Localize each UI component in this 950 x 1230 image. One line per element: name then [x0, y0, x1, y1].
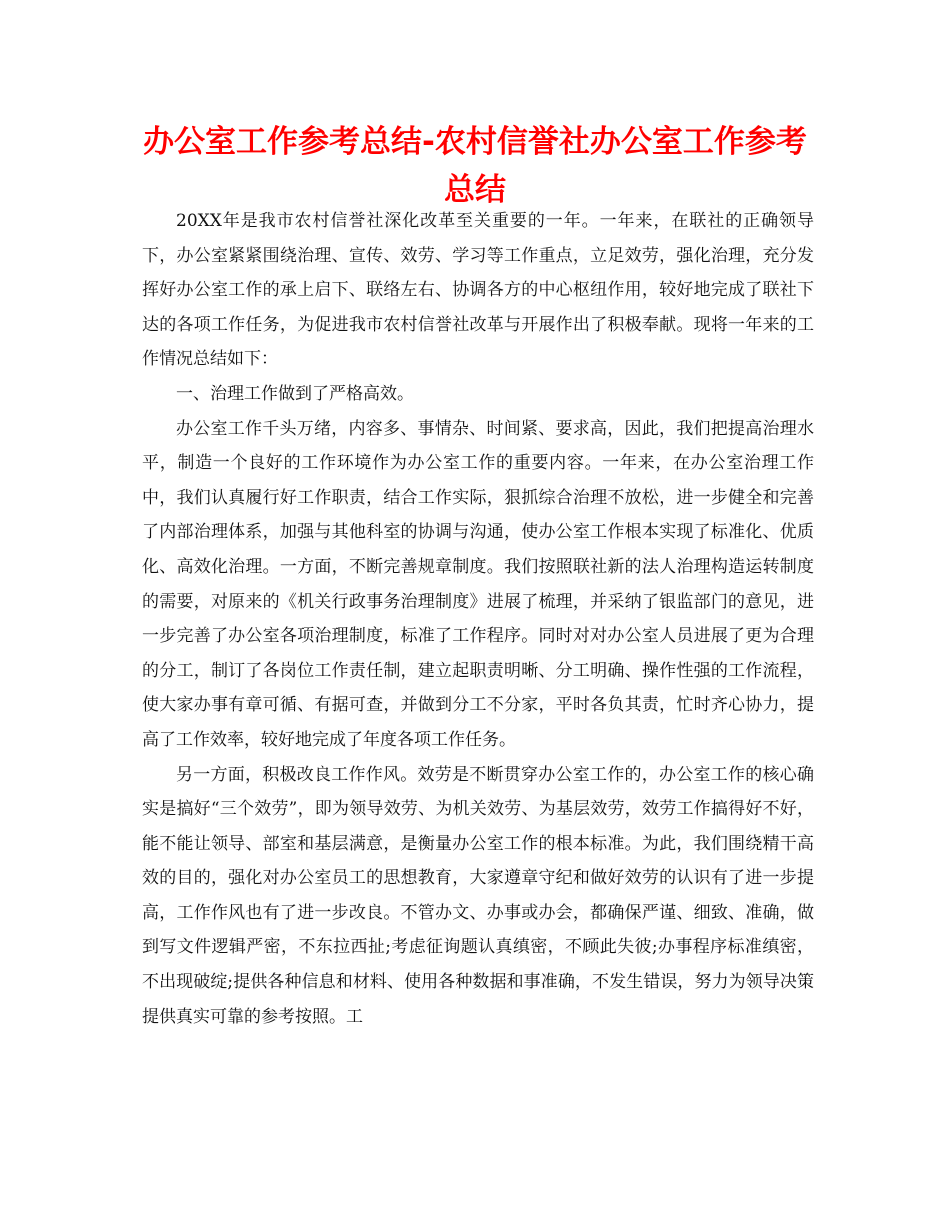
- paragraph-management: 办公室工作千头万绪，内容多、事情杂、时间紧、要求高，因此，我们把提高治理水平，制造一个良好的工作环境作为办公室工作的重要内容。一年来，在办公室治理工作中，我们认真履行好工作职责，结合工作实际，狠抓综合治理不放松，进一步健全和完善了内部治理体系，加强与其他科室的协调与沟通，使办公室工作根本实现了标准化、优质化、高效化治理。一方面，不断完善规章制度。我们按照联社新的法人治理构造运转制度的需要，对原来的《机关行政事务治理制度》进展了梳理，并采纳了银监部门的意见，进一步完善了办公室各项治理制度，标准了工作程序。同时对对办公室人员进展了更为合理的分工，制订了各岗位工作责任制，建立起职责明晰、分工明确、操作性强的工作流程，使大家办事有章可循、有据可查，并做到分工不分家，平时各负其责，忙时齐心协力，提高了工作效率，较好地完成了年度各项工作任务。: [142, 418, 814, 750]
- paragraph-work-style: 另一方面，积极改良工作作风。效劳是不断贯穿办公室工作的，办公室工作的核心确实是搞好“三个效劳”，即为领导效劳、为机关效劳、为基层效劳，效劳工作搞得好不好，能不能让领导、部室和基层满意，是衡量办公室工作的根本标准。为此，我们围绕精干高效的目的，强化对办公室员工的思想教育，大家遵章守纪和做好效劳的认识有了进一步提高，工作作风也有了进一步改良。不管办文、办事或办会，都确保严谨、细致、准确，做到写文件逻辑严密，不东拉西扯;考虑征询题认真缜密，不顾此失彼;办事程序标准缜密，不出现破绽;提供各种信息和材料、使用各种数据和事准确，不发生错误，努力为领导决策提供真实可靠的参考按照。工: [142, 764, 814, 1027]
- document-body: [142, 204, 814, 1034]
- paragraph-intro: 20XX年是我市农村信誉社深化改革至关重要的一年。一年来，在联社的正确领导下，办公室紧紧围绕治理、宣传、效劳、学习等工作重点，立足效劳，强化治理，充分发挥好办公室工作的承上启下、联络左右、协调各方的中心枢纽作用，较好地完成了联社下达的各项工作任务，为促进我市农村信誉社改革与开展作出了积极奉献。现将一年来的工作情况总结如下：: [142, 211, 814, 370]
- section-heading-1: 一、治理工作做到了严格高效。: [176, 383, 414, 404]
- document-title: 办公室工作参考总结-农村信誉社办公室工作参考总结: [143, 124, 807, 208]
